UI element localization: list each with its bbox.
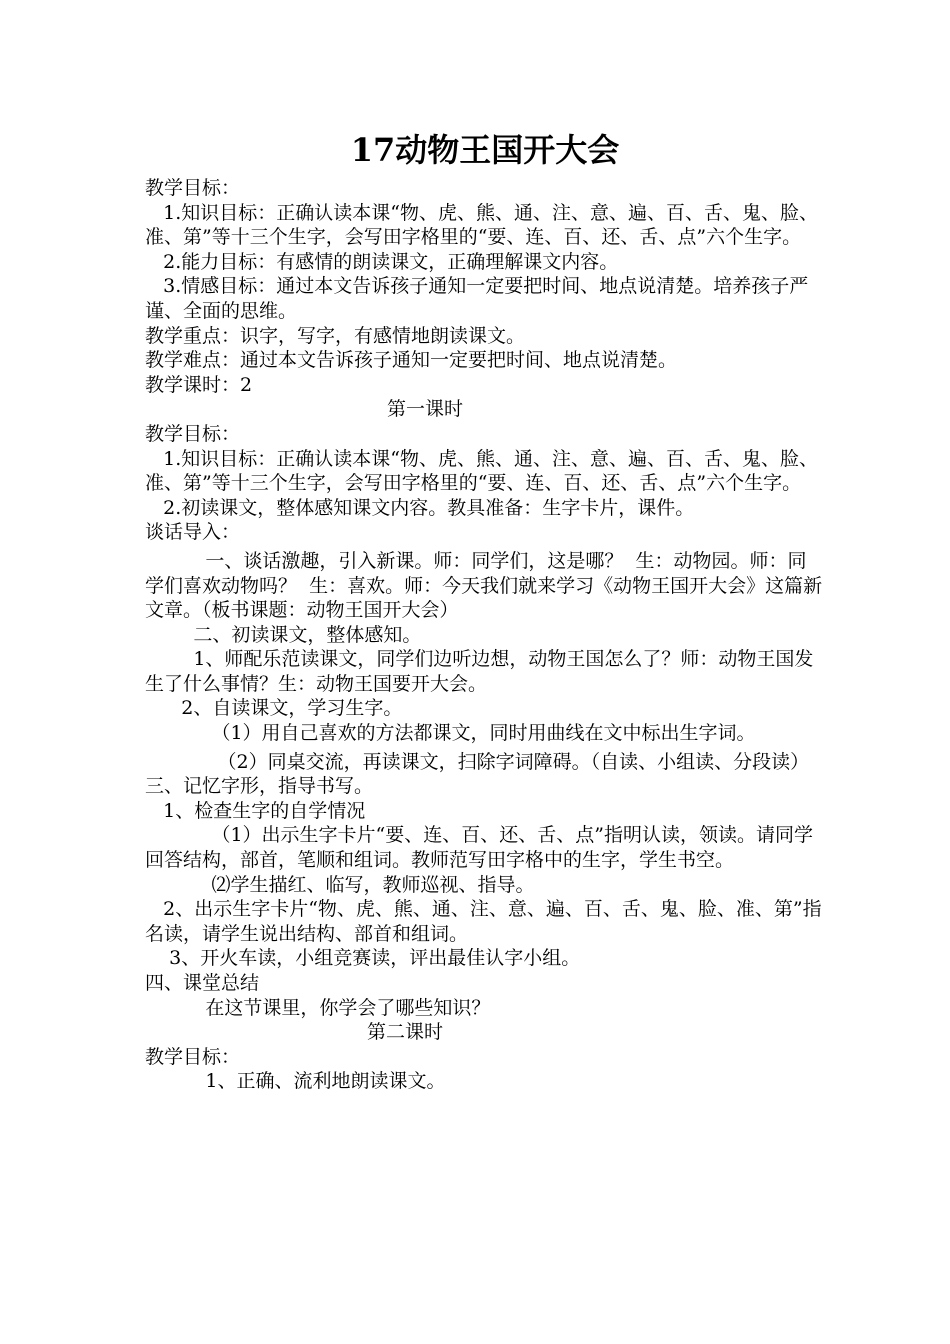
paragraph: 教学目标： [145,177,241,199]
paragraph: 1.知识目标：正确认读本课“物、虎、熊、通、注、意、遍、百、舌、鬼、脸、准、第”等十三个生字，会写田字格里的“要、连、百、还、舌、点”六个生字。 [145,201,818,249]
overview-section [145,176,825,397]
paragraph: 2、出示生字卡片“物、虎、熊、通、注、意、遍、百、舌、鬼、脸、准、第”指名读，请学生说出结构、部首和组词。 [145,898,822,945]
paragraph: 2.能力目标：有感情的朗读课文，正确理解课文内容。 [145,250,619,273]
paragraph: 1、检查生字的自学情况 [145,799,366,822]
paragraph: 2、自读课文，学习生字。 [145,697,403,720]
paragraph: 教学难点：通过本文告诉孩子通知一定要把时间、地点说清楚。 [145,349,678,372]
paragraph: 谈话导入： [145,521,241,544]
paragraph: 1、师配乐范读课文，同学们边听边想，动物王国怎么了？师：动物王国发生了什么事情？生：动物王国要开大会。 [145,648,814,695]
paragraph: （1）用自己喜欢的方法都课文，同时用曲线在文中标出生字词。 [145,722,756,745]
paragraph: （2）同桌交流，再读课文，扫除字词障碍。（自读、小组读、分段读） [145,750,810,773]
paragraph: 三、记忆字形，指导书写。 [145,775,374,798]
paragraph: 教学目标： [145,422,241,445]
document-title: 17动物王国开大会 [350,131,620,169]
paragraph: 二、初读课文，整体感知。 [145,623,422,646]
paragraph: 2.初读课文，整体感知课文内容。教具准备：生字卡片，课件。 [145,496,695,519]
paragraph: （1）出示生字卡片“要、连、百、还、舌、点”指明认读，领读。请同学回答结构，部首，笔顺和组词。教师范写田字格中的生字，学生书空。 [145,824,813,872]
paragraph: 在这节课里，你学会了哪些知识？ [145,996,491,1019]
paragraph: 四、课堂总结 [145,972,260,994]
lesson2-heading: 第二课时 [367,1021,444,1044]
lesson1-section [145,422,825,1020]
paragraph: ⑵学生描红、临写，教师巡视、指导。 [145,873,535,896]
paragraph: 一、谈话激趣，引入新课。师：同学们，这是哪？ 生：动物园。师：同学们喜欢动物吗？ 生：喜欢。师：今天我们就来学习《动物王国开大会》这篇新文章。（板书课题：动物王国开大会） [145,549,823,622]
paragraph: 教学目标： [145,1045,241,1068]
paragraph: 1、正确、流利地朗读课文。 [145,1070,446,1093]
document-page [145,130,825,1094]
paragraph: 教学课时：2 [145,373,253,396]
paragraph: 教学重点：识字，写字，有感情地朗读课文。 [145,324,526,347]
lesson2-section [145,1045,825,1094]
paragraph: 3.情感目标：通过本文告诉孩子通知一定要把时间、地点说清楚。培养孩子严谨、全面的思维。 [145,275,809,322]
paragraph: 3、开火车读，小组竞赛读，评出最佳认字小组。 [145,947,581,970]
lesson1-heading: 第一课时 [387,398,464,421]
paragraph: 1.知识目标：正确认读本课“物、虎、熊、通、注、意、遍、百、舌、鬼、脸、准、第”等十三个生字，会写田字格里的“要、连、百、还、舌、点”六个生字。 [145,447,818,495]
